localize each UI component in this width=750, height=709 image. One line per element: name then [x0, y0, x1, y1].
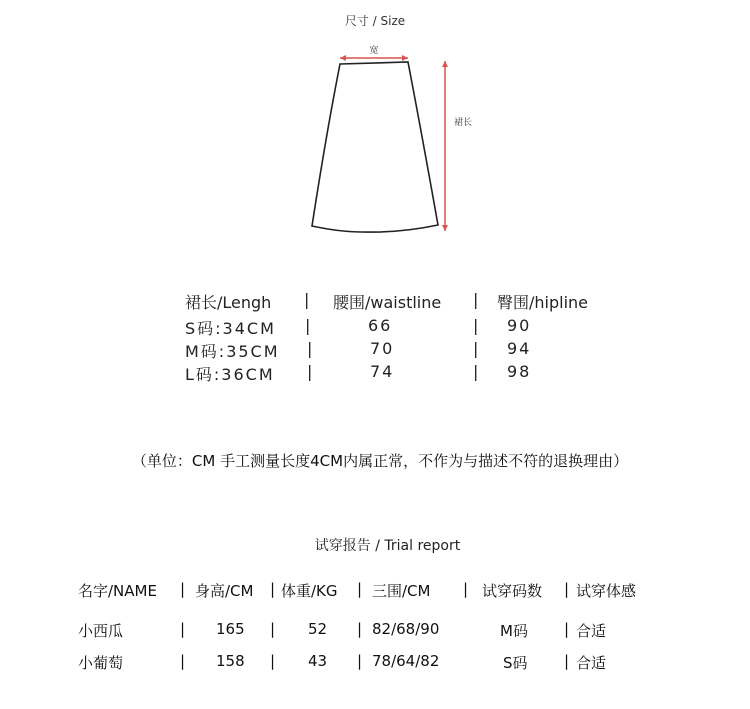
- trial-report-title: 试穿报告 / Trial report: [314, 538, 461, 554]
- trial-separator: |: [357, 620, 363, 638]
- trial-header-fit: 试穿体感: [576, 582, 637, 600]
- table-row-size: S码:34CM: [185, 319, 276, 338]
- trial-row-weight: 52: [308, 620, 328, 638]
- trial-row-height: 158: [216, 652, 245, 670]
- width-label: 宽: [369, 46, 379, 56]
- length-label: 裙长: [454, 118, 473, 128]
- length-arrow: [442, 61, 448, 231]
- trial-separator: |: [270, 580, 276, 598]
- trial-separator: |: [270, 652, 276, 670]
- table-row-hip: 90: [507, 316, 532, 335]
- row-separator: |: [473, 339, 481, 358]
- trial-separator: |: [180, 652, 186, 670]
- trial-row-name: 小西瓜: [78, 622, 124, 640]
- trial-header-height: 身高/CM: [195, 582, 254, 600]
- trial-header-size: 试穿码数: [482, 582, 543, 600]
- measurement-note: （单位：CM 手工测量长度4CM内属正常，不作为与描述不符的退换理由）: [131, 452, 629, 470]
- trial-row-size: M码: [500, 622, 528, 640]
- trial-separator: |: [463, 580, 469, 598]
- header-separator-1: |: [304, 290, 310, 309]
- row-separator: |: [473, 362, 481, 381]
- trial-header-name: 名字/NAME: [78, 582, 157, 600]
- trial-separator: |: [180, 620, 186, 638]
- trial-separator: |: [270, 620, 276, 638]
- header-waistline: 腰围/waistline: [333, 293, 442, 312]
- trial-header-weight: 体重/KG: [281, 582, 338, 600]
- table-row-hip: 94: [507, 339, 532, 358]
- row-separator: |: [307, 362, 315, 381]
- trial-separator: |: [564, 580, 570, 598]
- trial-row-size: S码: [503, 654, 528, 672]
- trial-row-fit: 合适: [576, 654, 607, 672]
- trial-row-weight: 43: [308, 652, 328, 670]
- trial-row-name: 小葡萄: [78, 654, 124, 672]
- trial-separator: |: [357, 652, 363, 670]
- trial-row-measurements: 82/68/90: [372, 620, 440, 638]
- header-length: 裙长/Lengh: [185, 293, 272, 312]
- table-row-waist: 70: [370, 339, 395, 358]
- trial-row-measurements: 78/64/82: [372, 652, 440, 670]
- row-separator: |: [305, 316, 313, 335]
- skirt-diagram: [300, 40, 500, 240]
- trial-row-height: 165: [216, 620, 245, 638]
- header-separator-2: |: [473, 290, 479, 309]
- table-row-size: L码:36CM: [185, 365, 275, 384]
- trial-separator: |: [357, 580, 363, 598]
- size-title: 尺寸 / Size: [344, 14, 406, 28]
- table-row-size: M码:35CM: [185, 342, 280, 361]
- row-separator: |: [473, 316, 481, 335]
- skirt-outline: [312, 62, 438, 232]
- row-separator: |: [307, 339, 315, 358]
- trial-separator: |: [564, 620, 570, 638]
- table-row-waist: 66: [368, 316, 393, 335]
- header-hipline: 臀围/hipline: [497, 293, 589, 312]
- trial-header-measurements: 三围/CM: [372, 582, 431, 600]
- trial-separator: |: [564, 652, 570, 670]
- trial-row-fit: 合适: [576, 622, 607, 640]
- table-row-hip: 98: [507, 362, 532, 381]
- trial-separator: |: [180, 580, 186, 598]
- table-row-waist: 74: [370, 362, 395, 381]
